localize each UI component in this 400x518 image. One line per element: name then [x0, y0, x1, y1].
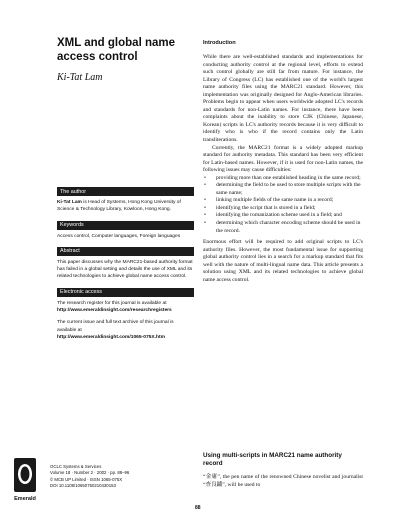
bullet-icon: • — [204, 212, 206, 219]
list-item — [203, 220, 363, 235]
ea-url-1[interactable]: http://www.emeraldinsight.com/researchregisters — [57, 308, 172, 314]
list-item-text: identifying the romanization scheme used in a field; and — [216, 212, 342, 219]
bullet-icon: • — [204, 197, 206, 204]
ea-text-1: The research register for this journal is available at — [57, 300, 167, 306]
keywords-text: Access control, Computer languages, Foreign languages — [57, 233, 181, 239]
journal-line-3: © MCB UP Limited · ISSN 1065-075X — [50, 476, 123, 482]
bullet-icon: • — [204, 204, 206, 211]
introduction-heading: Introduction — [203, 40, 236, 46]
intro-paragraph-2: Currently, the MARC21 format is a widely adopted markup standard for authority metadata. This standard has been very efficient for Latin-based names. However, if it is used for non-Latin names, the following issues may cause difficulties: — [203, 144, 363, 174]
electronic-access-heading: Electronic access — [57, 288, 194, 297]
journal-line-1: OCLC Systems & Services — [50, 464, 102, 469]
page-number: 88 — [195, 505, 201, 511]
author-name: Ki-Tat Lam — [57, 200, 82, 205]
sidebar — [57, 187, 194, 341]
list-item-text: determining the field to be used to store multiple scripts with the same name; — [216, 182, 361, 196]
article-title: XML and global name access control — [57, 37, 175, 63]
intro-paragraph-3: Enormous effort will be required to add original scripts to LC's authority files. However, the most fundamental issue for supporting global authority control lies in a search for a markup standard that fits well with the nature of multi-lingual name data. This article presents a solution using XML and its related technologies to achieve global name access control. — [203, 239, 363, 283]
logo-text: Emerald — [14, 496, 36, 502]
the-author-heading: The author — [57, 187, 194, 196]
intro-paragraph-1: While there are well-established standards and implementations for conducting authority control at the regional level, efforts to extend such control globally are still far from mature. For instance, the Library of Congress (LC) has established one of the world's largest name authority files using the MARC21 standard. However, this implementation was originally designed for Anglo-American libraries. Problems begin to appear when users worldwide adopted LC's records and standards for non-Latin names. For instance, there have been complaints about the inability to store CJK (Chinese, Japanese, Korean) scripts in LC's authority records because it is very difficult to identify who is who if the record contains only the Latin transliterations. — [203, 54, 363, 144]
emerald-logo-icon — [14, 458, 36, 504]
journal-line-4: DOI 10.1108/10650750210430153 — [50, 482, 116, 488]
author-bio — [57, 199, 194, 214]
list-item-text: identifying the script that is stored in a field; — [216, 204, 316, 211]
multi-scripts-heading: Using multi-scripts in MARC21 name authority record — [203, 452, 342, 467]
bullet-icon: • — [204, 220, 206, 227]
list-item-text: determining which character encoding scheme should be used in the record. — [216, 220, 361, 234]
emerald-logo — [14, 458, 36, 504]
author-bio-text: is Head of Systems, Hong Kong University of Science & Technology Library, Kowloon, Hong Kong. — [57, 200, 181, 213]
issues-list — [203, 175, 363, 235]
keywords-heading: Keywords — [57, 221, 194, 230]
multi-scripts-paragraph: “金庸”, the pen name of the renowned Chinese novelist and journalist “查良鏞”, will be used to — [203, 474, 363, 488]
list-item — [203, 212, 363, 220]
journal-line-2: Volume 18 · Number 2 · 2002 · pp. 88–96 — [50, 470, 130, 476]
list-item-text: providing more than one established heading in the same record; — [216, 174, 361, 181]
title-block — [57, 36, 194, 83]
multi-scripts-section — [203, 452, 363, 489]
ea-url-2[interactable]: http://www.emeraldinsight.com/1065-075X.htm — [57, 334, 165, 340]
ea-text-2: The current issue and full text archive of this journal is available at — [57, 320, 174, 333]
bullet-icon: • — [204, 182, 206, 189]
introduction-section — [203, 40, 363, 284]
bullet-icon: • — [204, 174, 206, 181]
journal-info — [50, 464, 190, 489]
article-author: Ki-Tat Lam — [57, 72, 103, 83]
abstract-text: This paper discusses why the MARC21-based authority format has failed in a global setting and details the use of XML and its related technologies to achieve global name access control. — [57, 259, 193, 280]
abstract-heading: Abstract — [57, 247, 194, 256]
list-item — [203, 182, 363, 197]
list-item-text: linking multiple fields of the same name in a record; — [216, 197, 334, 204]
list-item — [203, 197, 363, 205]
